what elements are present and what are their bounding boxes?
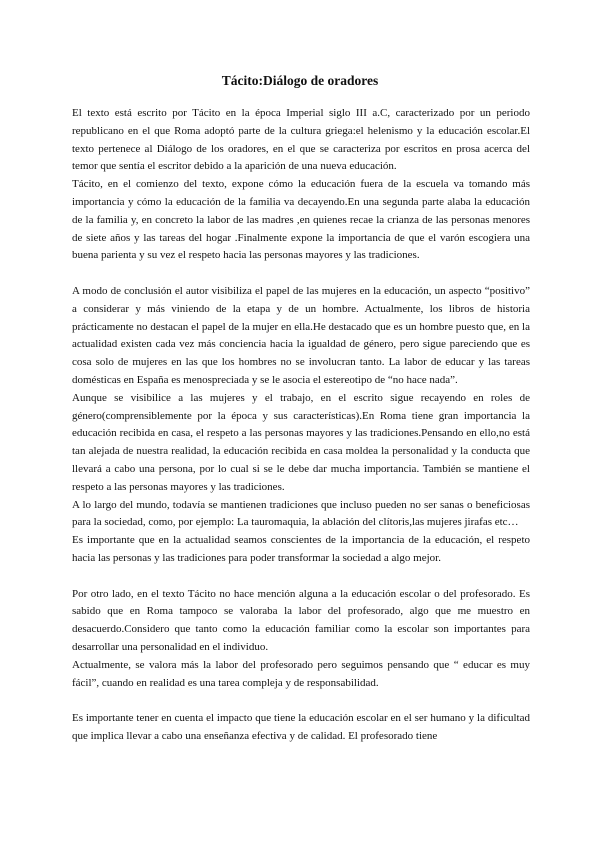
paragraph: A lo largo del mundo, todavía se mantienen tradiciones que incluso pueden no ser sanas o beneficiosas para la sociedad, como, por ejemplo: La tauromaquia, la ablación del clítoris,las mujeres jirafas etc… — [72, 498, 530, 529]
paragraph: Tácito, en el comienzo del texto, expone cómo la educación fuera de la escuela va tomando más importancia y cómo la educación de la familia va decayendo.En una segunda parte alaba la educación de la familia y, en concreto la labor de las madres ,en quienes recae la crianza de las personas menores de siete años y las tareas del hogar .Finalmente expone la importancia de que el varón escogiera una buena parienta y su vez el respeto hacia las personas mayores y las tradiciones. — [72, 178, 530, 262]
title-author: Tácito: — [221, 73, 263, 88]
paragraph-gap — [72, 692, 530, 710]
document-body — [72, 105, 530, 746]
paragraph: A modo de conclusión el autor visibiliza el papel de las mujeres en la educación, un aspecto “positivo” a considerar y más viniendo de la etapa y de un hombre. Actualmente, los libros de historia prácticamente no destacan el papel de la mujer en ella.He destacado que es un hombre puesto que, en la actualidad existen cada vez más conciencia hacia la igualdad de género, pero sigue pareciendo que es cosa solo de mujeres en las que los hombres no se involucran tanto. La labor de educar y las tareas domésticas en España es menospreciada y se le asocia el estereotipo de “no hace nada”. — [72, 284, 530, 386]
paragraph-gap — [72, 568, 530, 586]
paragraph: El texto está escrito por Tácito en la época Imperial siglo III a.C, caracterizado por un periodo republicano en el que Roma adoptó parte de la cultura griega:el helenismo y la educación escolar.El texto pertenece al Diálogo de los oradores, en el que se caracteriza por escritos en prosa acerca del temor que sentía el escritor debido a la aparición de una nueva educación. — [72, 107, 530, 173]
title-work: Diálogo de oradores — [263, 73, 379, 88]
paragraph: Es importante que en la actualidad seamos conscientes de la importancia de la educación, el respeto hacia las personas y las tradiciones para poder transformar la sociedad a algo mejor. — [72, 534, 530, 564]
paragraph: Por otro lado, en el texto Tácito no hace mención alguna a la educación escolar o del profesorado. Es sabido que en Roma tampoco se valoraba la labor del profesorado, algo que me muestro en desacuerdo.Considero que tanto como la educación familiar como la escolar son importantes para desarrollar una personalidad en el individuo. — [72, 587, 530, 653]
paragraph: Actualmente, se valora más la labor del profesorado pero seguimos pensando que “ educar es muy fácil”, cuando en realidad es una tarea compleja y de responsabilidad. — [72, 658, 530, 689]
paragraph-gap — [72, 265, 530, 283]
paragraph: Es importante tener en cuenta el impacto que tiene la educación escolar en el ser humano y la dificultad que implica llevar a cabo una enseñanza efectiva y de calidad. El profesorado tiene — [72, 712, 530, 742]
document-title — [0, 72, 600, 90]
paragraph: Aunque se visibilice a las mujeres y el trabajo, en el escrito sigue recayendo en roles de género(comprensiblemente por la época y sus características).En Roma tiene gran importancia la educación recibida en casa, el respeto a las personas mayores y las tradiciones.Pensando en ello,no está tan alejada de nuestra realidad, la educación recibida en casa moldea la personalidad y la conducta que llevará a cabo una persona, por lo cual si se le debe dar mucha importancia. También se mantiene el respeto a las personas mayores y las tradiciones. — [72, 391, 530, 493]
